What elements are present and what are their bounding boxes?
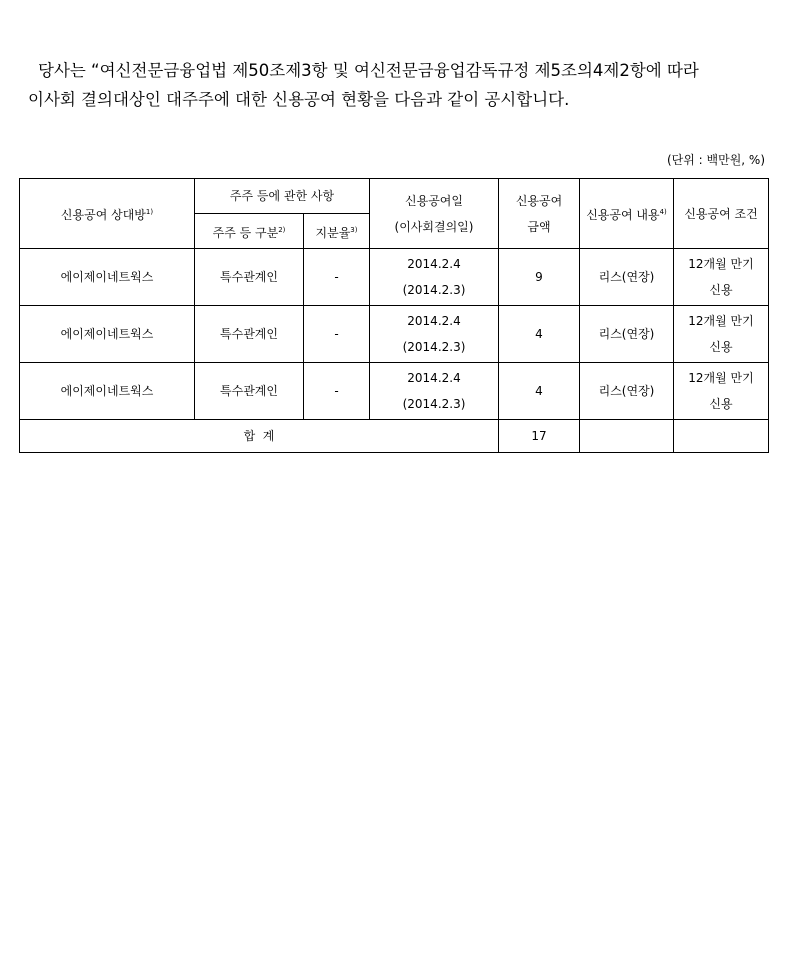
cell-date: 2014.2.4 (2014.2.3) — [370, 363, 499, 420]
cell-ratio: - — [304, 306, 370, 363]
header-amount: 신용공여 금액 — [499, 179, 580, 249]
header-row-1 — [20, 179, 769, 214]
cell-terms: 12개월 만기 신용 — [674, 306, 769, 363]
cell-terms: 12개월 만기 신용 — [674, 249, 769, 306]
cell-content: 리스(연장) — [580, 363, 674, 420]
cell-date: 2014.2.4 (2014.2.3) — [370, 306, 499, 363]
header-content: 신용공여 내용$^{4)}$ — [580, 179, 674, 249]
cell-type: 특수관계인 — [195, 306, 304, 363]
cell-ratio: - — [304, 363, 370, 420]
header-shareholder-group: 주주 등에 관한 사항 — [195, 179, 370, 214]
header-share-ratio: 지분율$^{3)}$ — [304, 214, 370, 249]
unit-note: (단위 : 백만원, %) — [666, 153, 765, 167]
cell-type: 특수관계인 — [195, 363, 304, 420]
table-row — [20, 363, 769, 420]
cell-counterparty: 에이제이네트웍스 — [20, 249, 195, 306]
table-row — [20, 249, 769, 306]
intro-line-2: 이사회 결의대상인 대주주에 대한 신용공여 현황을 다음과 같이 공시합니다. — [28, 90, 570, 109]
header-shareholder-type: 주주 등 구분$^{2)}$ — [195, 214, 304, 249]
disclosure-intro — [28, 56, 768, 114]
total-row — [20, 420, 769, 453]
footnote-marker: 2) — [278, 225, 286, 234]
header-date: 신용공여일 (이사회결의일) — [370, 179, 499, 249]
cell-date: 2014.2.4 (2014.2.3) — [370, 249, 499, 306]
cell-counterparty: 에이제이네트웍스 — [20, 363, 195, 420]
table-row — [20, 306, 769, 363]
footnote-marker: 4) — [659, 208, 667, 216]
intro-line-1: 당사는 “여신전문금융업법 제50조제3항 및 여신전문금융업감독규정 제5조의4제2항에 따라 — [38, 61, 699, 80]
cell-amount: 9 — [499, 249, 580, 306]
footnote-marker: 3) — [350, 225, 358, 234]
credit-table — [19, 178, 769, 453]
cell-counterparty: 에이제이네트웍스 — [20, 306, 195, 363]
cell-content: 리스(연장) — [580, 306, 674, 363]
total-amount: 17 — [499, 420, 580, 453]
cell-content: 리스(연장) — [580, 249, 674, 306]
cell-amount: 4 — [499, 363, 580, 420]
cell-ratio: - — [304, 249, 370, 306]
footnote-marker: 1) — [145, 208, 154, 216]
header-terms: 신용공여 조건 — [674, 179, 769, 249]
header-counterparty: 신용공여 상대방$^{1)}$ — [20, 179, 195, 249]
cell-type: 특수관계인 — [195, 249, 304, 306]
cell-terms: 12개월 만기 신용 — [674, 363, 769, 420]
cell-amount: 4 — [499, 306, 580, 363]
total-empty-cell — [580, 420, 674, 453]
total-label: 합 계 — [20, 420, 499, 453]
total-empty-cell — [674, 420, 769, 453]
